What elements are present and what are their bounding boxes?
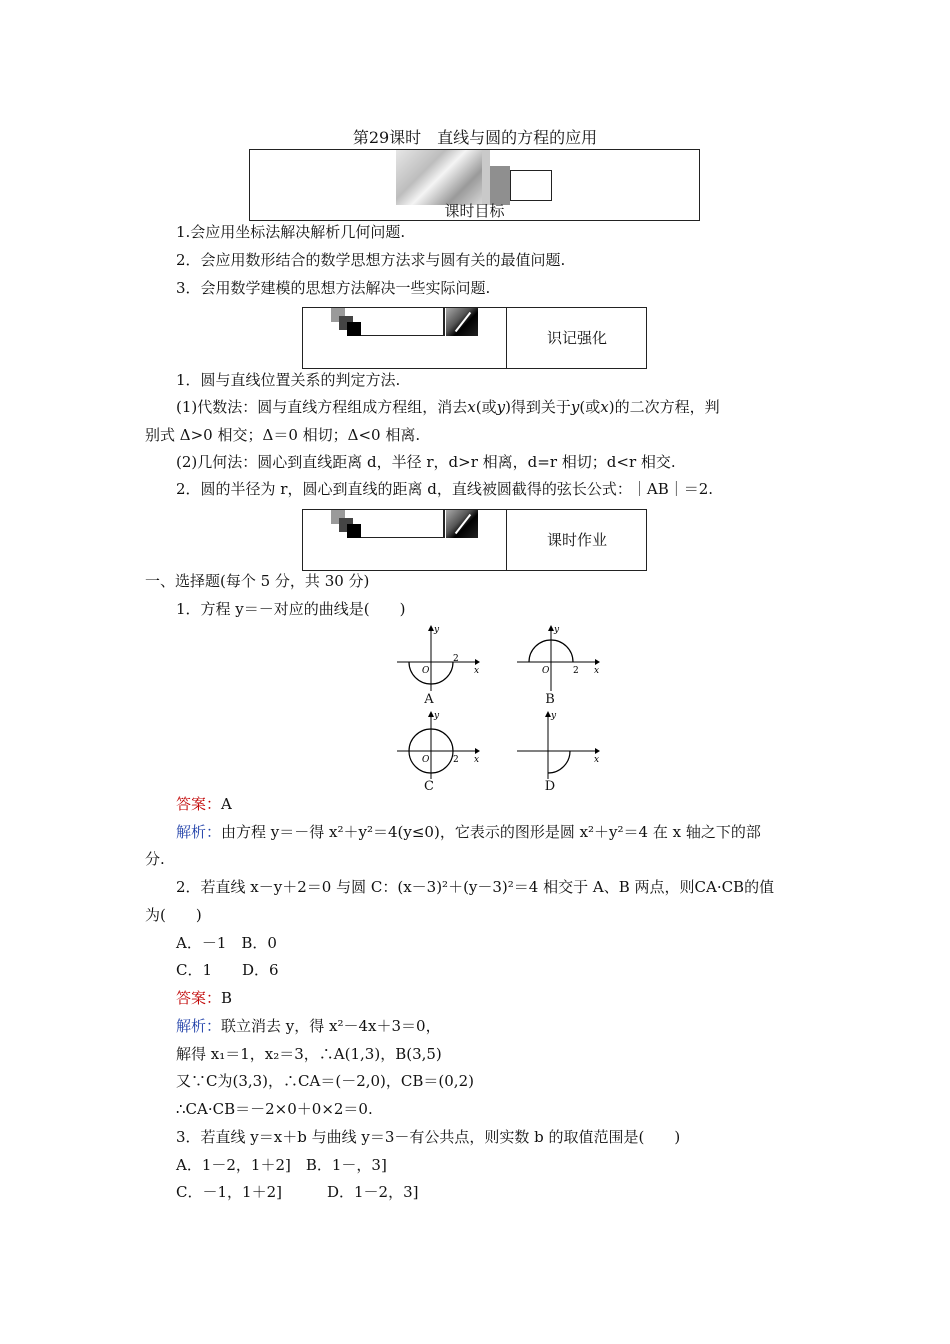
figure-c [395, 709, 480, 781]
question-stem: 3．若直线 y＝x＋b 与曲线 y＝3－有公共点，则实数 b 的取值范围是( ) [176, 1128, 681, 1146]
decorative-gradient [396, 150, 482, 205]
memory-line: (1)代数法：圆与直线方程组成方程组，消去x(或y)得到关于y(或x)的二次方程，判 [176, 398, 720, 416]
figure-label: A [424, 692, 434, 707]
lesson-goal-banner [249, 149, 700, 221]
section-heading: 一、选择题(每个 5 分，共 30 分) [145, 572, 370, 590]
decorative-box [510, 170, 552, 201]
decorative-square [347, 524, 361, 538]
figure-label: D [544, 779, 556, 794]
goal-item: 2．会应用数形结合的数学思想方法求与圆有关的最值问题. [176, 251, 566, 269]
options-line: A．1－2，1＋2] B．1－，3] [176, 1156, 387, 1174]
options-line: C．－1，1＋2] D．1－2，3] [176, 1183, 419, 1201]
analysis-line: 解析：联立消去 y，得 x²－4x＋3＝0， [176, 1017, 441, 1035]
answer-line: 答案：A [176, 795, 232, 813]
svg-text:O: O [542, 666, 550, 676]
goal-item: 3．会用数学建模的思想方法解决一些实际问题. [176, 279, 491, 297]
svg-text:x: x [594, 755, 600, 765]
decorative-line [361, 537, 443, 538]
analysis-line: ∴CA·CB＝－2×0＋0×2＝0. [176, 1100, 373, 1118]
decorative-line [443, 308, 445, 336]
figure-a [395, 623, 480, 693]
svg-text:y: y [551, 711, 557, 721]
svg-text:y: y [554, 625, 560, 635]
decorative-block [446, 510, 478, 538]
decorative-line [361, 335, 443, 336]
options-line: A．－1 B．0 [176, 934, 277, 952]
analysis-line: 解析：由方程 y＝－得 x²＋y²＝4(y≤0)，它表示的图形是圆 x²＋y²＝4 在 x 轴之下的部 [176, 823, 761, 841]
decorative-block [446, 308, 478, 336]
svg-text:2: 2 [573, 666, 579, 676]
goal-item: 1.会应用坐标法解决解析几何问题. [176, 223, 406, 241]
answer-line: 答案：B [176, 989, 233, 1007]
analysis-line: 分. [145, 850, 165, 868]
origin-label: O [422, 666, 430, 676]
tick-label: 2 [453, 654, 459, 664]
memory-line: (2)几何法：圆心到直线距离 d，半径 r，d>r 相离，d=r 相切；d<r 相交. [176, 453, 676, 471]
x-arrow [475, 659, 480, 665]
figure-label: B [545, 692, 555, 707]
memory-line: 2．圆的半径为 r，圆心到直线的距离 d，直线被圆截得的弦长公式：｜AB｜＝2. [176, 480, 714, 498]
decorative-line [443, 510, 445, 538]
memory-line: 别式 Δ>0 相交；Δ＝0 相切；Δ<0 相离. [145, 426, 421, 444]
lesson-goal-label: 课时目标 [444, 202, 505, 220]
homework-banner [302, 509, 647, 571]
analysis-line: 又∵C为(3,3)，∴CA＝(－2,0)，CB＝(0,2) [176, 1072, 474, 1090]
svg-text:y: y [434, 711, 440, 721]
memory-banner [302, 307, 647, 369]
memory-line: 1．圆与直线位置关系的判定方法. [176, 371, 401, 389]
figure-b [515, 623, 600, 693]
y-label: y [434, 625, 440, 635]
svg-text:O: O [422, 755, 430, 765]
x-label: x [474, 666, 480, 676]
question-stem: 1．方程 y＝－对应的曲线是( ) [176, 600, 406, 618]
svg-text:2: 2 [453, 755, 459, 765]
homework-label: 课时作业 [546, 531, 607, 549]
page-title: 第29课时 直线与圆的方程的应用 [352, 128, 598, 147]
decorative-bar [490, 166, 510, 205]
question-stem: 2．若直线 x－y＋2＝0 与圆 C：(x－3)²＋(y－3)²＝4 相交于 A、B 两点，则CA·CB的值 [176, 878, 775, 896]
figure-d [515, 709, 600, 781]
analysis-line: 解得 x₁＝1，x₂＝3，∴A(1,3)，B(3,5) [176, 1045, 442, 1063]
decorative-square [347, 322, 361, 336]
options-line: C．1 D．6 [176, 961, 279, 979]
question-stem: 为( ) [145, 906, 202, 924]
figure-label: C [424, 779, 434, 794]
svg-text:x: x [474, 755, 480, 765]
memory-label: 识记强化 [546, 329, 607, 347]
svg-text:x: x [594, 666, 600, 676]
decorative-bar [482, 150, 490, 205]
